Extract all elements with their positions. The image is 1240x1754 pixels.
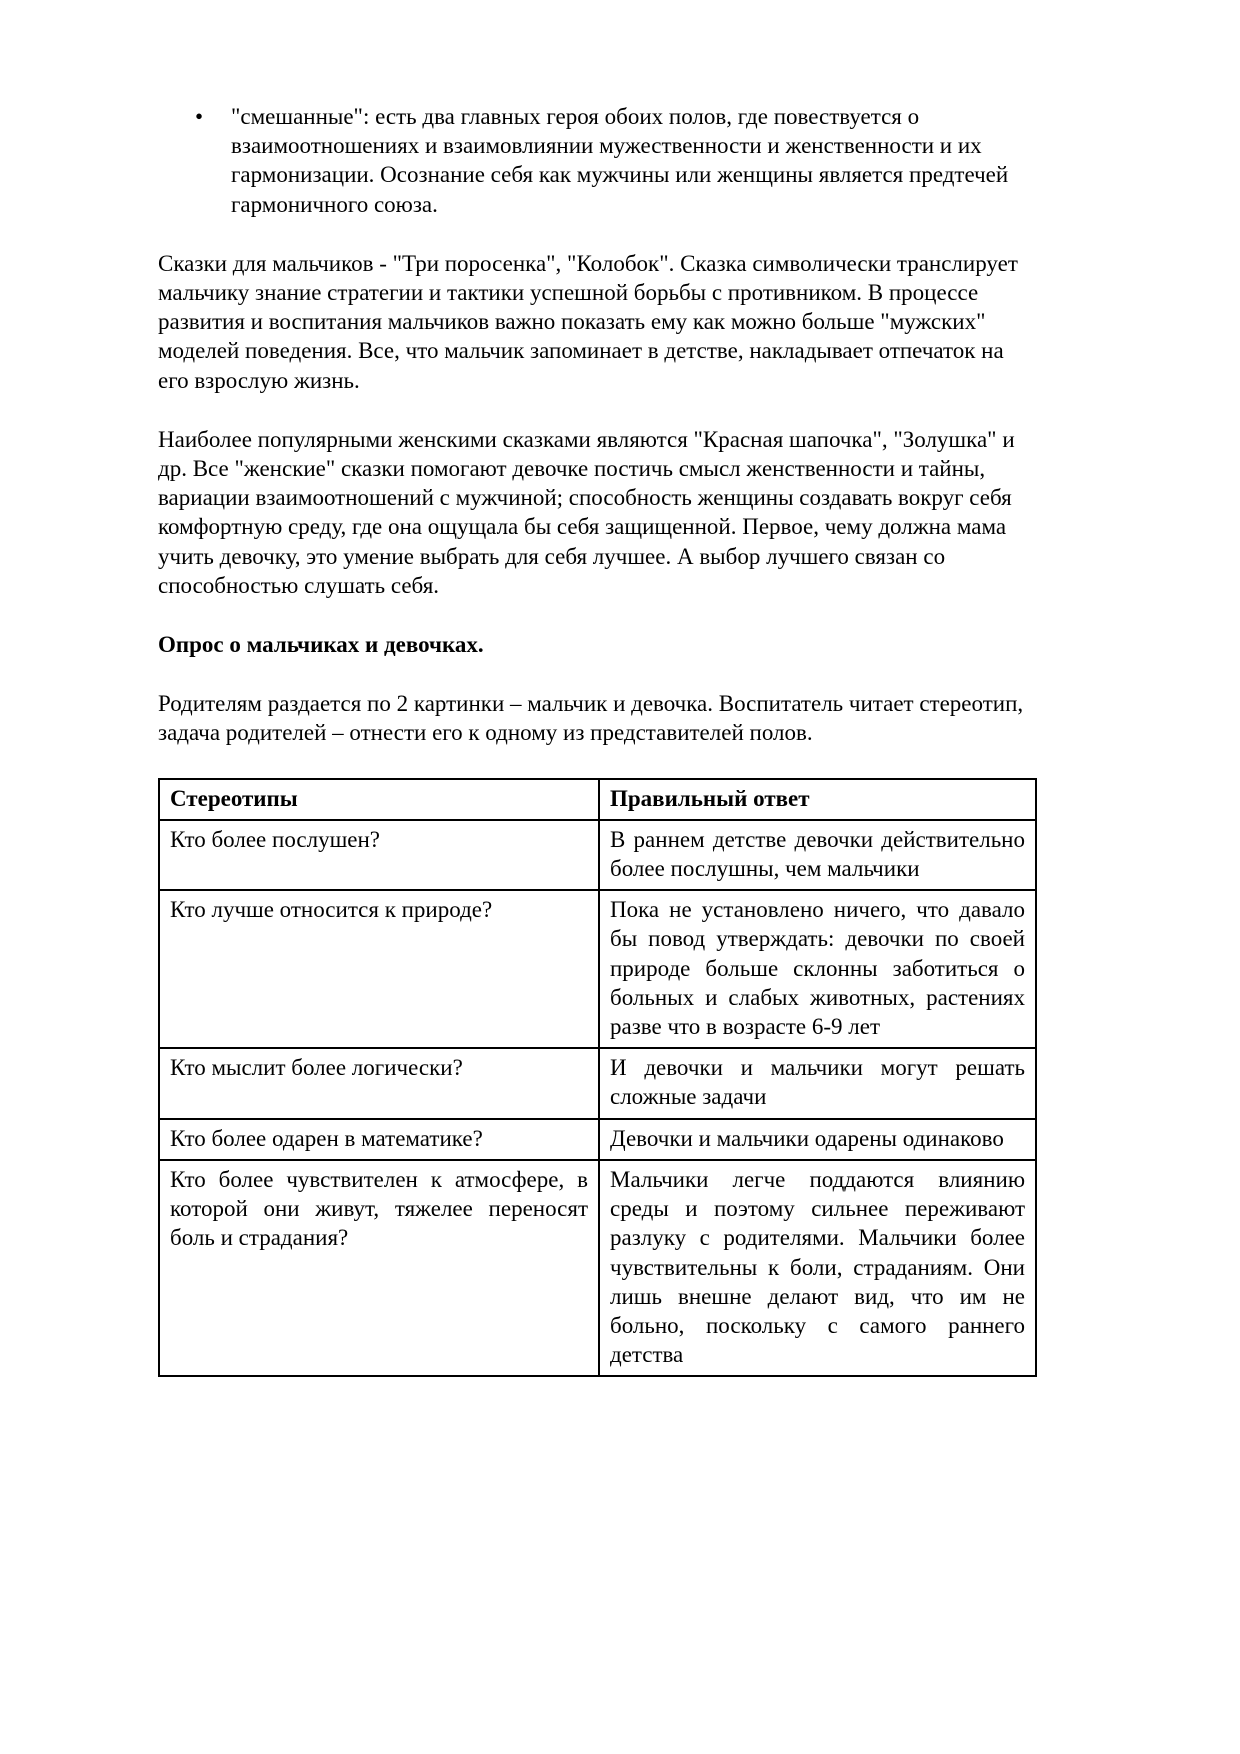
answer-cell: И девочки и мальчики могут решать сложные задачи [599, 1048, 1036, 1118]
table-row [159, 1119, 1036, 1160]
answer-cell: В раннем детстве девочки действительно более послушны, чем мальчики [599, 820, 1036, 890]
table-row [159, 1048, 1036, 1118]
paragraph-survey-intro: Родителям раздается по 2 картинки – мальчик и девочка. Воспитатель читает стереотип, задача родителей – отнести его к одному из представителей полов. [158, 691, 1024, 746]
stereotype-cell: Кто более чувствителен к атмосфере, в которой они живут, тяжелее переносят боль и страдания? [159, 1160, 599, 1376]
table-row [159, 820, 1036, 890]
table-row [159, 1160, 1036, 1376]
bullet-text: "смешанные": есть два главных героя обоих полов, где повествуется о взаимоотношениях и взаимовлиянии мужественности и женственности и их гармонизации. Осознание себя как мужчины или женщины является предтечей гармоничного союза. [231, 104, 1009, 217]
stereotype-cell: Кто лучше относится к природе? [159, 890, 599, 1048]
paragraph-girls-tales: Наиболее популярными женскими сказками являются "Красная шапочка", "Золушка" и др. Все "женские" сказки помогают девочке постичь смысл женственности и тайны, вариации взаимоотношений с мужчиной; способность женщины создавать вокруг себя комфортную среду, где она ощущала бы себя защищенной. Первое, чему должна мама учить девочку, это умение выбрать для себя лучшее. А выбор лучшего связан со способностью слушать себя. [158, 426, 1015, 598]
answer-cell: Пока не установлено ничего, что давало бы повод утверждать: девочки по своей природе больше склонны заботиться о больных и слабых животных, растениях разве что в возрасте 6-9 лет [599, 890, 1036, 1048]
column-header-stereotypes: Стереотипы [159, 779, 599, 820]
section-heading: Опрос о мальчиках и девочках. [158, 632, 484, 658]
answer-cell: Девочки и мальчики одарены одинаково [599, 1119, 1036, 1160]
bullet-marker: • [195, 104, 204, 129]
stereotype-cell: Кто более послушен? [159, 820, 599, 890]
column-header-correct-answer: Правильный ответ [599, 779, 1036, 820]
stereotypes-table [158, 778, 1037, 1378]
table-row [159, 890, 1036, 1048]
stereotype-cell: Кто более одарен в математике? [159, 1119, 599, 1160]
stereotype-cell: Кто мыслит более логически? [159, 1048, 599, 1118]
table-body [159, 820, 1036, 1376]
answer-cell: Мальчики легче поддаются влиянию среды и поэтому сильнее переживают разлуку с родителями. Мальчики более чувствительны к боли, страданиям. Они лишь внешне делают вид, что им не больно, поскольку с самого раннего детства [599, 1160, 1036, 1376]
bullet-list-item [195, 102, 1035, 219]
paragraph-boys-tales: Сказки для мальчиков - "Три поросенка", "Колобок". Сказка символически транслирует мальчику знание стратегии и тактики успешной борьбы с противником. В процессе развития и воспитания мальчиков важно показать ему как можно больше "мужских" моделей поведения. Все, что мальчик запоминает в детстве, накладывает отпечаток на его взрослую жизнь. [158, 250, 1018, 393]
table-header-row [159, 779, 1036, 820]
